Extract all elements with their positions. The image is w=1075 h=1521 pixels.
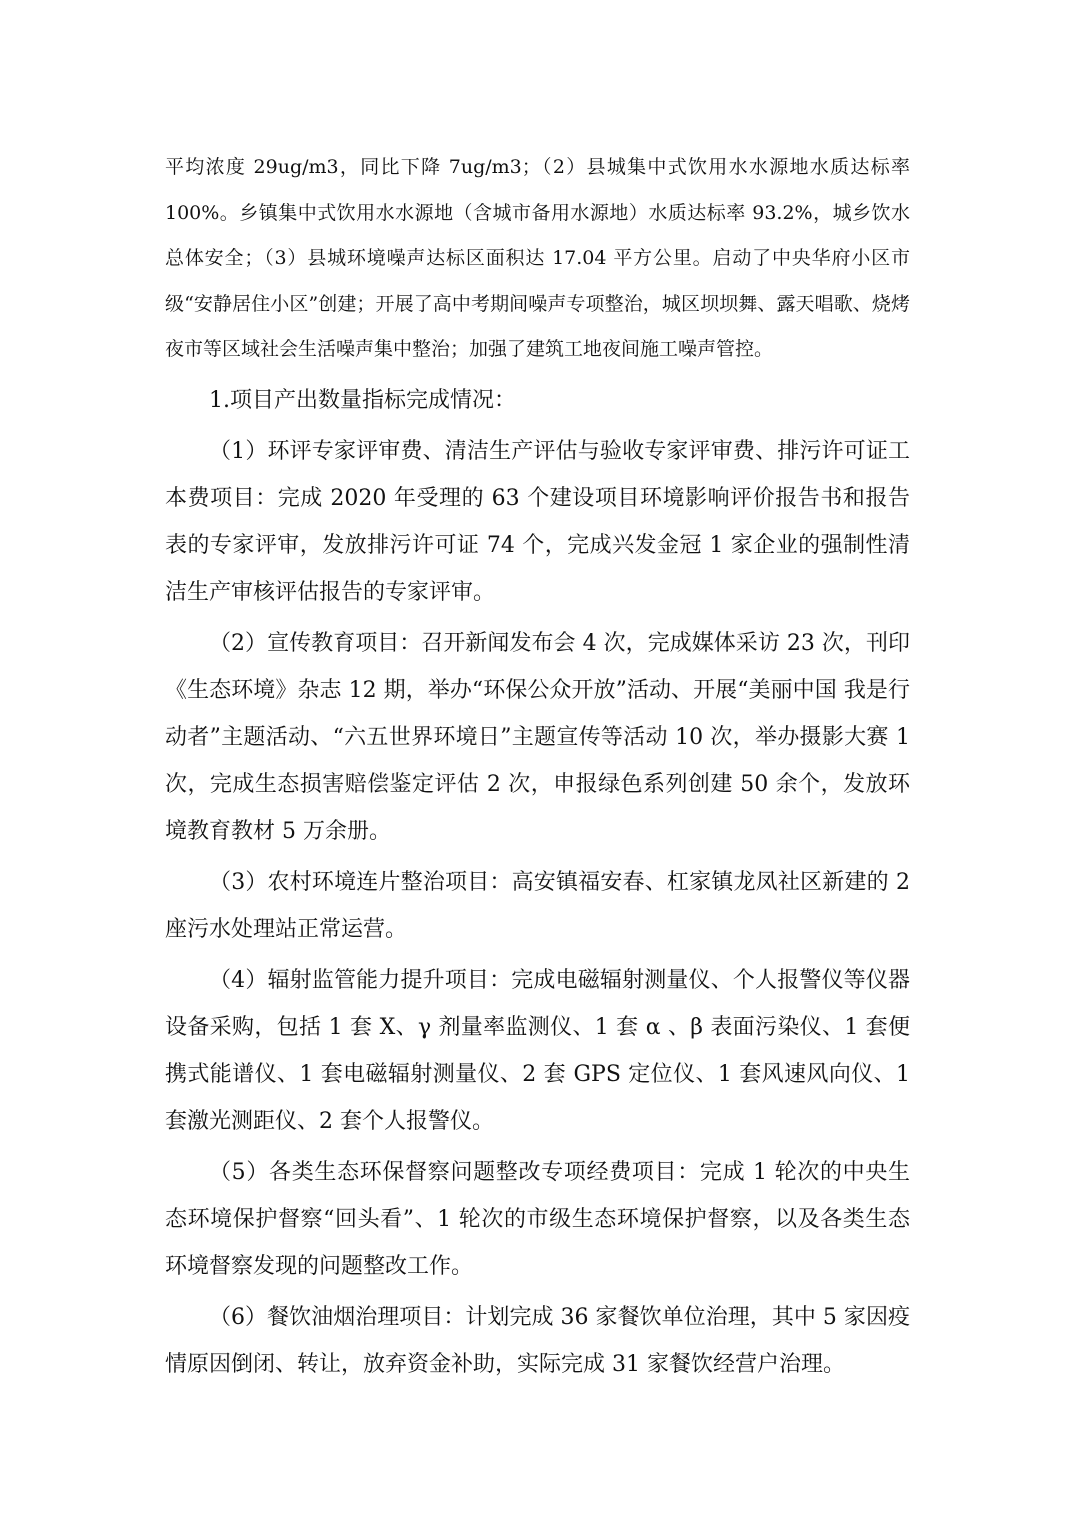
document-body (165, 145, 910, 1388)
paragraph-item-6-restaurant-fumes: （6）餐饮油烟治理项目：计划完成 36 家餐饮单位治理，其中 5 家因疫情原因倒闭、转让，放弃资金补助，实际完成 31 家餐饮经营户治理。 (165, 1304, 910, 1377)
paragraph-item-5-inspection-rectification: （5）各类生态环保督察问题整改专项经费项目：完成 1 轮次的中央生态环境保护督察“回头看”、1 轮次的市级生态环境保护督察，以及各类生态环境督察发现的问题整改工作。 (165, 1159, 910, 1279)
paragraph-output-indicator-heading: 1.项目产出数量指标完成情况： (209, 387, 516, 413)
paragraph-item-1-eia-review: （1）环评专家评审费、清洁生产评估与验收专家评审费、排污许可证工本费项目：完成 2020 年受理的 63 个建设项目环境影响评价报告书和报告表的专家评审，发放排污许可证 74 个，完成兴发金冠 1 家企业的强制性清洁生产审核评估报告的专家评审。 (165, 438, 910, 605)
paragraph-item-3-rural-environment: （3）农村环境连片整治项目：高安镇福安春、杠家镇龙凤社区新建的 2 座污水处理站正常运营。 (165, 869, 910, 942)
paragraph-item-4-radiation-monitoring: （4）辐射监管能力提升项目：完成电磁辐射测量仪、个人报警仪等仪器设备采购，包括 1 套 X、γ 剂量率监测仪、1 套 α 、β 表面污染仪、1 套便携式能谱仪、1 套电磁辐射测量仪、2 套 GPS 定位仪、1 套风速风向仪、1 套激光测距仪、2 套个人报警仪。 (165, 967, 910, 1134)
paragraph-item-2-publicity-education: （2）宣传教育项目：召开新闻发布会 4 次，完成媒体采访 23 次，刊印《生态环境》杂志 12 期，举办“环保公众开放”活动、开展“美丽中国 我是行动者”主题活动、“六五世界环境日”主题宣传等活动 10 次，举办摄影大赛 1 次，完成生态损害赔偿鉴定评估 2 次，申报绿色系列创建 50 余个，发放环境教育教材 5 万余册。 (165, 630, 910, 844)
paragraph-air-water-noise: 平均浓度 29ug/m3，同比下降 7ug/m3；（2）县城集中式饮用水水源地水质达标率 100%。乡镇集中式饮用水水源地（含城市备用水源地）水质达标率 93.2%，城乡饮水总体安全；（3）县城环境噪声达标区面积达 17.04 平方公里。启动了中央华府小区市级“安静居住小区”创建；开展了高中考期间噪声专项整治，城区坝坝舞、露天唱歌、烧烤夜市等区域社会生活噪声集中整治；加强了建筑工地夜间施工噪声管控。 (165, 156, 910, 360)
